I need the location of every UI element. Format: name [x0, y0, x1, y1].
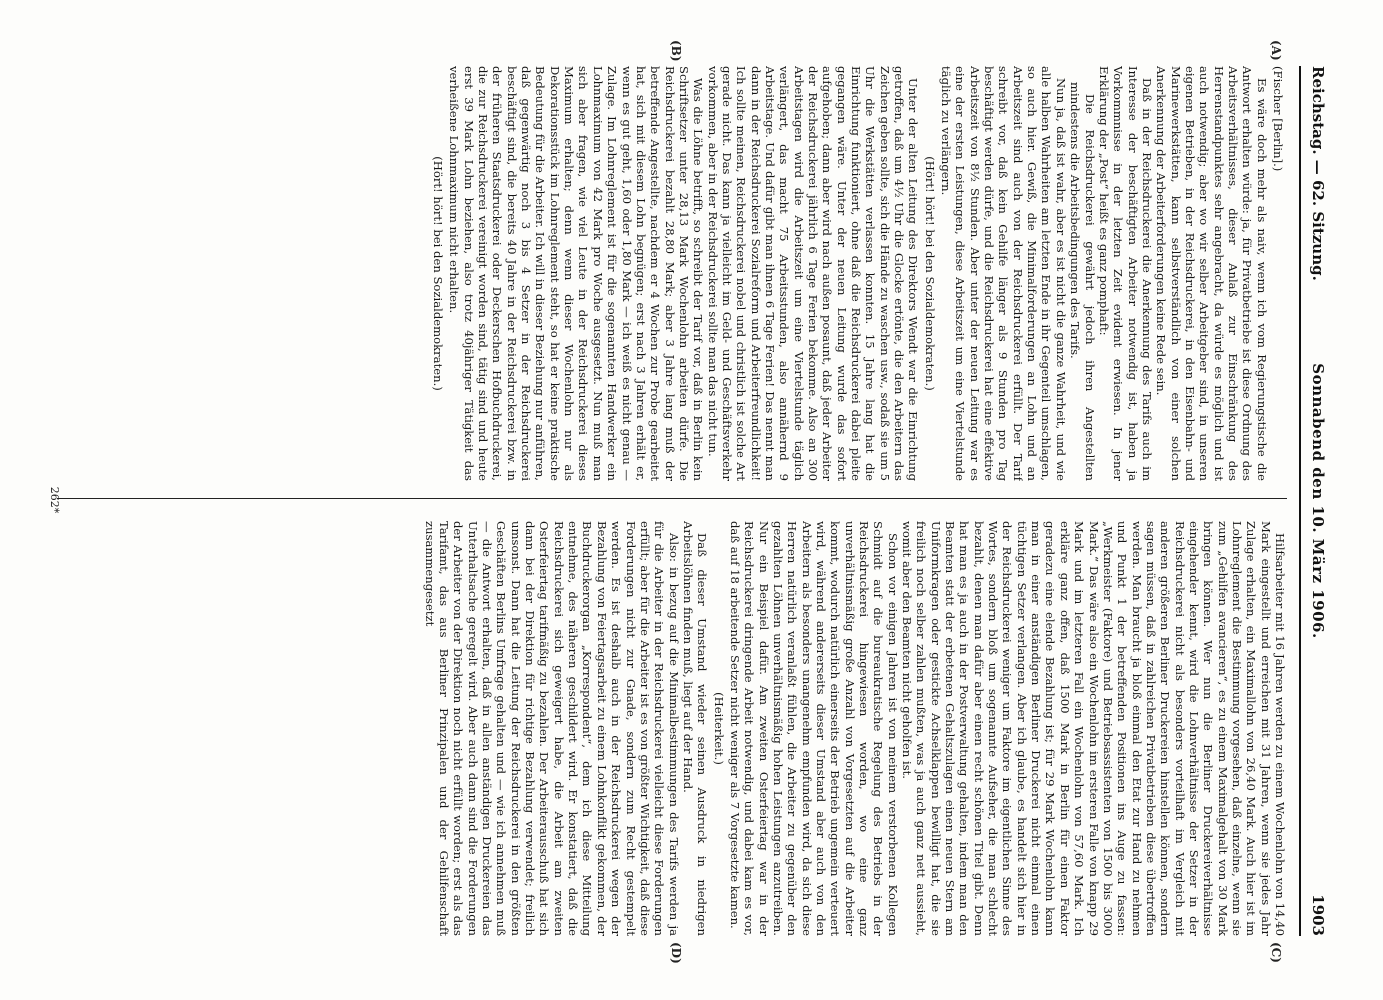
quotation: Die Reichsdruckerei gewährt jedoch ihren Angestellten mindestens die Arbeitsbedingungen des Tarifs. [1068, 82, 1097, 481]
paragraph: Es wäre doch mehr als naiv, wenn ich vom Regierungstische die Antwort erhalten würde: ja, für Privatbetriebe ist diese Ordnung des Arbeitsverhältnisses, dieser Anlaß zur Einschränkung des Herrenstandpunktes sehr angebracht, da würde es möglich und ist auch notwendig; aber wo wir selber Arbeitgeber sind, in unseren eigenen Betrieben, in der Reichsdruckerei, in den Eisenbahn- und Marinewerkstätten, kann selbstverständlich von einer solchen Anerkennung der Arbeiterforderungen keine Rede sein. [1154, 66, 1269, 481]
paragraph: Schon vor einigen Jahren ist von meinem verstorbenen Kollegen Schmidt auf die bureaukratische Regelung des Betriebs in der Reichsdruckerei hingewiesen worden, wo eine ganz unverhältnismäßig große Anzahl von Vorgesetzten auf die Arbeiter kommt, wodurch natürlich einerseits der Betrieb ungemein verteuert wird, während andererseits dieser Umstand aber auch von den Arbeitern als besonders unangenehm empfunden wird, da sich diese Herren natürlich veranlaßt fühlen, die Arbeiter zu gegenüber den gezahlten Löhnen unverhältnismäßig hohen Leistungen anzutreiben. Nur ein Beispiel dafür. Am zweiten Osterfeiertag war in der Reichsdruckerei dringende Arbeit notwendig, und dabei kam es vor, daß auf 18 arbeitende Setzer nicht weniger als 7 Vorgesetzte kamen. [727, 521, 900, 936]
page-footer-mark: 262* [48, 486, 61, 514]
margin-mark-b: (B) [669, 40, 683, 62]
paragraph: Hilfsarbeiter mit 16 Jahren werden zu einem Wochenlohn von 14,40 Mark eingestellt und erreichen mit 31 Jahren, wenn sie jedes Jahr Zulage erhalten, ein Maximallohn von 26,40 Mark. Auch hier ist im Lohnreglement die Bestimmung vorgesehen, daß einzelne, wenn sie zum „Gehilfen avancieren“, es zu einem Maximalgehalt von 30 Mark bringen können. Wer nun die Berliner Druckereiverhältnisse eingehender kennt, wird die Lohnverhältnisse der Setzer in der Reichsdruckerei nicht als besonders vorteilhaft im Vergleich mit anderen größeren Berliner Druckereien hinstellen können, sondern sagen müssen, daß in zahlreichen Privatbetrieben diese übertroffen werden. Man braucht ja bloß einmal den Etat zur Hand zu nehmen und Punkt 1 der betreffenden Positionen ins Auge zu fassen: „Werkmeister (Faktore) und Betriebsassistenten von 1500 bis 3000 Mark.“ Das wäre also ein Wochenlohn im ersteren Falle von knapp 29 Mark und im letzteren Fall ein Wochenlohn von 57,60 Mark. Ich erkläre ganz offen, daß 1500 Mark in Berlin für einen Faktor geradezu eine elende Bezahlung ist; für 29 Mark Wochenlohn kann man in einer anständigen Berliner Druckerei nicht einmal einen tüchtigen Setzer verlangen. Aber ich glaube, es handelt sich hier in der Reichsdruckerei weniger um Faktore im eigentlichen Sinne des Wortes, sondern bloß um sogenannte Aufseher, die man schlecht bezahlt, denen man dafür aber einen recht schönen Titel gibt. Denn hat man es ja auch in der Postverwaltung gehalten, indem man den Beamten statt der erbetenen Gehaltszulagen einen neuen Stern am Uniformkragen oder gestickte Achselklappen bewilligt hat, die sie freilich noch selber zahlen mußten, was ja auch ganz nett aussieht, womit aber den Beamten nicht geholfen ist. [900, 521, 1287, 936]
paragraph: Was die Löhne betrifft, so schreibt der Tarif vor, daß in Berlin kein Schriftsetzer unter 28,13 Mark Wochenlohn arbeiten dürfe. Die Reichsdruckerei bezahlt 28,80 Mark; aber 3 Jahre lang muß der betreffende Angestellte, nachdem er 4 Wochen zur Probe gearbeitet hat, sich mit diesem Lohn begnügen; erst nach 3 Jahren erhält er, wenn es gut geht, 1,60 oder 1,80 Mark — ich weiß es nicht genau — Zulage. Im Lohnreglement ist für die sogenannten Handwerker ein Lohnmaximum von 42 Mark pro Woche ausgesetzt. Nun muß man sich aber fragen, wie viel Leute in der Reichsdruckerei dieses Maximum erhalten; denn wenn dieser Wochenlohn nur als Dekorationsstück im Lohnreglement steht, so hat er keine praktische Bedeutung für die Arbeiter. Ich will in dieser Beziehung nur anführen, daß gegenwärtig noch 3 bis 4 Setzer in der Reichsdruckerei beschäftigt sind, die bereits 40 Jahre in der Reichsdruckerei bzw. in der früheren Staatsdruckerei oder Deckerschen Hofbuchdruckerei, die zur Reichsdruckerei vereinigt worden sind, tätig sind und heute erst 39 Mark Lohn beziehen, also trotz 40jähriger Tätigkeit das verheißene Lohnmaximum nicht erhalten. [447, 66, 706, 481]
speaker-label: (Fischer [Berlin].) [1271, 66, 1285, 172]
left-column [87, 66, 1287, 481]
margin-mark-d: (D) [669, 942, 683, 964]
header-page-number: 1903 [1309, 894, 1327, 936]
right-column [87, 521, 1287, 936]
header-session: Reichstag. — 62. Sitzung. [1309, 66, 1327, 281]
column-divider [57, 498, 1287, 499]
paragraph: Daß dieser Umstand wieder seinen Ausdruck in niedrigen Arbeitslöhnen finden muß, liegt auf der Hand. [680, 521, 710, 936]
paragraph: Unter der alten Leitung des Direktors Wendt war die Einrichtung getroffen, daß um 4½ Uhr die Glocke ertönte, die den Arbeitern das Zeichen geben sollte, sich die Hände zu waschen usw., sodaß sie um 5 Uhr die Werkstätten verlassen konnten. 15 Jahre lang hat die Einrichtung funktioniert, ohne daß die Reichsdruckerei dabei pleite gegangen wäre. Unter der neuen Leitung wurde das sofort aufgehoben; dann aber wird nach außen posaunt, daß jeder Arbeiter der Reichsdruckerei jährlich 6 Tage Ferien bekomme. Also an 300 Arbeitstagen wird die Arbeitszeit um eine Viertelstunde täglich verlängert, das macht 75 Arbeitsstunden, also annähernd 9 Arbeitstage. Und dafür gibt man ihnen 6 Tage Ferien! Das nennt man dann in der Reichsdruckerei Sozialreform und Arbeiterfreundlichkeit! Ich sollte meinen, Reichsdruckerei nobel und christlich ist solche Art gerade nicht. Das kann ja vielleicht im Geld- und Geschäftsverkehr vorkommen, aber in der Reichsdruckerei sollte man das nicht tun. [705, 66, 921, 481]
page-header [1299, 66, 1333, 936]
header-date: Sonnabend den 10. März 1906. [1309, 363, 1327, 639]
interjection: (Hört! hört! bei den Sozialdemokraten.) [922, 156, 937, 391]
margin-mark-c: (C) [1269, 942, 1283, 963]
interjection: (Heiterkeit.) [711, 692, 726, 765]
margin-mark-a: (A) [1269, 40, 1283, 61]
paragraph: Nun ja, daß ist wahr, aber es ist nicht die ganze Wahrheit, und wie alle halben Wahrheiten am letzten Ende in ihr Gegenteil umschlagen, so auch hier. Gewiß, die Minimalforderungen an Lohn und an Arbeitszeit sind auch von der Reichsdruckerei erfüllt. Der Tarif schreibt vor, daß kein Gehilfe länger als 9 Stunden pro Tag beschäftigt werden dürfe, und die Reichsdruckerei hat eine effektive Arbeitszeit von 8½ Stunden. Aber unter der neuen Leitung war es eine der ersten Leistungen, diese Arbeitszeit um eine Viertelstunde täglich zu verlängern. [939, 66, 1068, 481]
interjection: (Hört! hört! bei den Sozialdemokraten.) [431, 156, 446, 391]
paragraph: Daß in der Reichsdruckerei die Anerkennung des Tarifs auch im Interesse der beschäftigten Arbeiter notwendig ist, haben ja Vorkommnisse in der letzten Zeit evident erwiesen. In jener Erklärung der „Post“ heißt es ganz pomphaft: [1096, 66, 1154, 481]
paragraph: Also: in bezug auf die Minimalbestimmungen des Tarifs werden ja für die Arbeiter in der Reichsdruckerei vielleicht diese Forderungen erfüllt; aber für die Arbeiter ist es von größter Wichtigkeit, daß diese Forderungen nicht zur Gnade, sondern zum Recht gestempelt werden. Es ist deshalb auch in der Reichsdruckerei wegen der Bezahlung von Feiertagsarbeit zu einem Lohnkonflikt gekommen, der Buchdruckerorgan „Korrespondent“, dem ich diese Mitteilung entnehme, des näheren geschildert wird. Er konstatiert, daß die Reichsdruckerei sich geweigert habe, die Arbeit am zweiten Osterfeiertag tarifmäßig zu bezahlen. Der Arbeiterausschuß hat sich dann bei der Direktion für richtige Bezahlung verwendet; freilich umsonst. Dann hat die Leitung der Reichsdruckerei in den größten Geschäften Berlins Umfrage gehalten und — wie ich annehmen muß — die Antwort erhalten, daß in allen anständigen Druckereien das Unterhaltsache geregelt wird. Aber auch dann sind die Forderungen der Arbeiter von der Direktion noch nicht erfüllt worden; erst als das Tarifamt, das aus Berliner Prinzipalen und der Gehilfenschaft zusammengesetzt [422, 521, 681, 936]
